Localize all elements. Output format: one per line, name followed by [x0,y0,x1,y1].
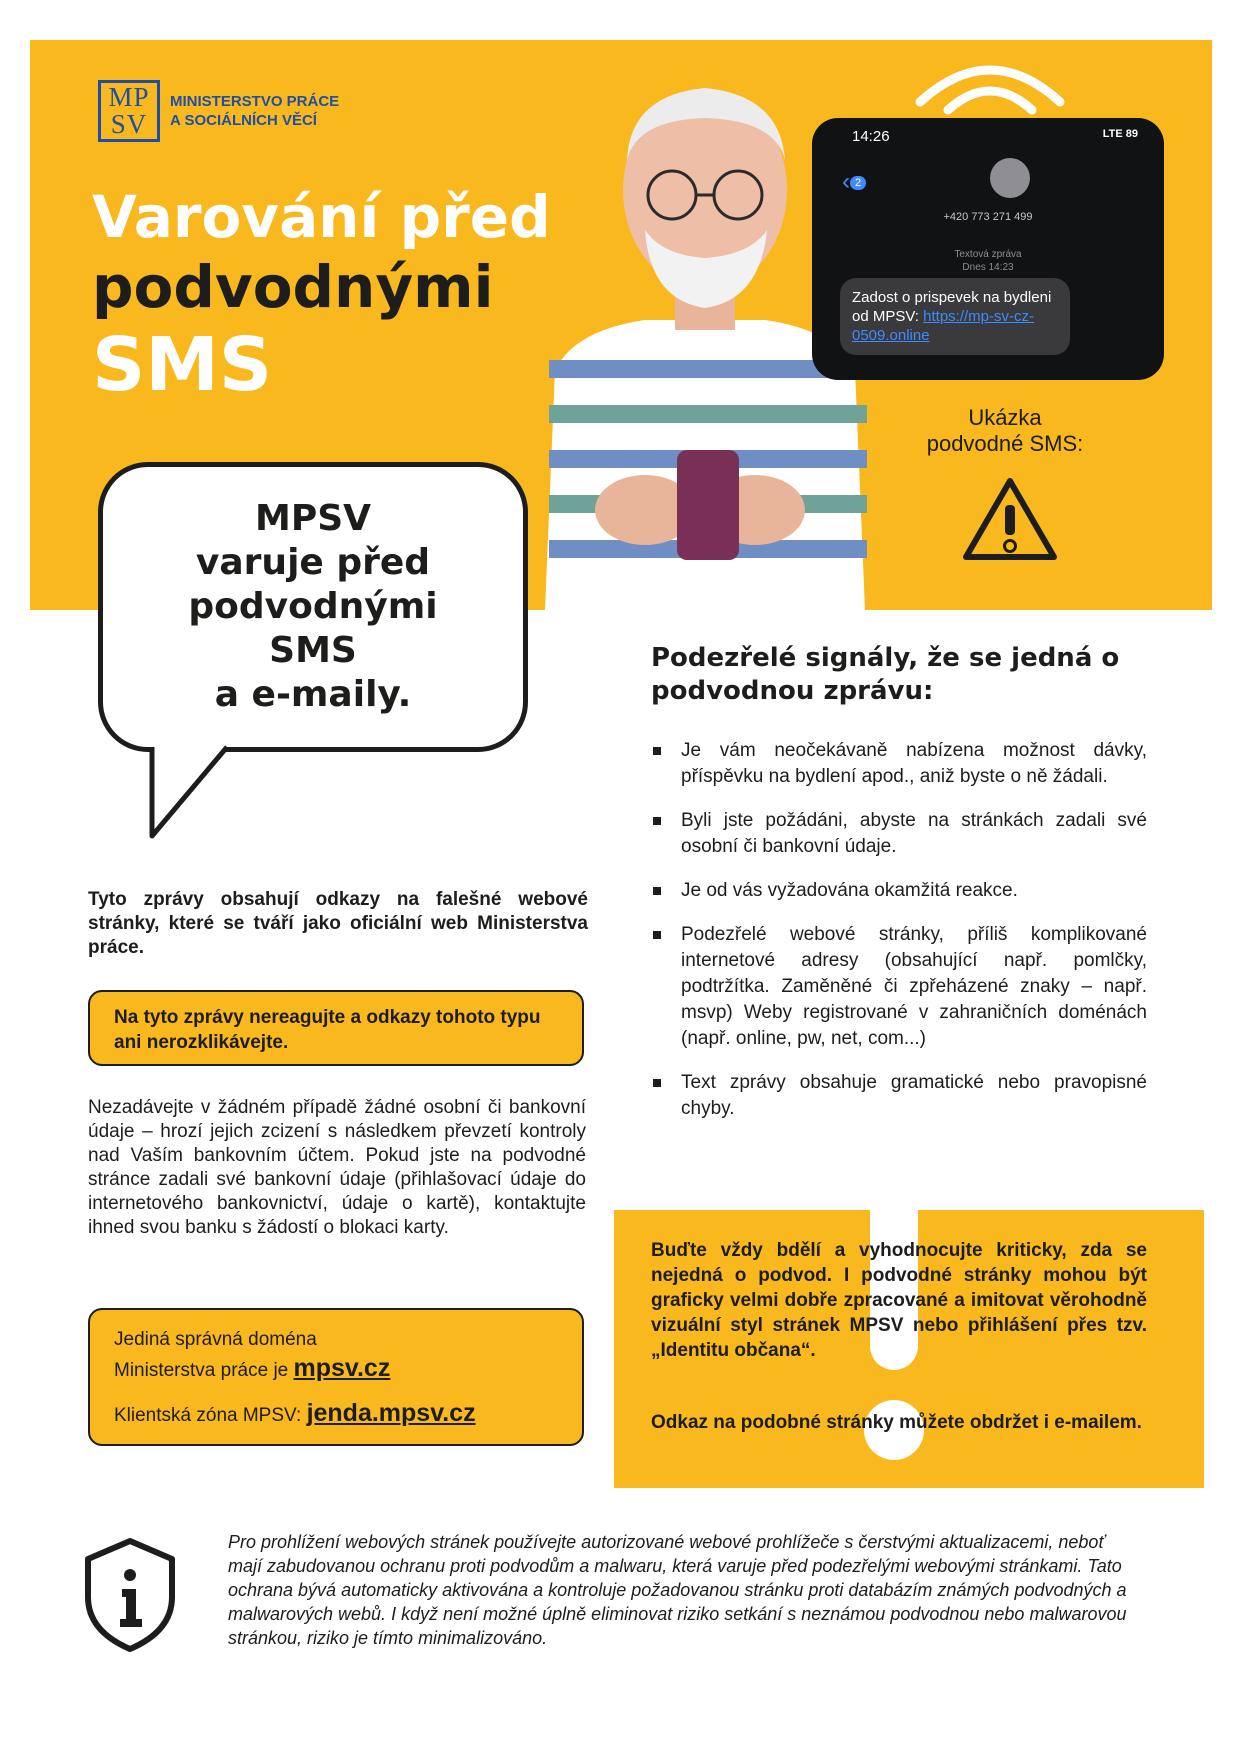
body-paragraph: Nezadávejte v žádném případě žádné osobní či bankovní údaje – hrozí jejich zcizení s následkem převzetí kontroly nad Vaším bankovním účtem. Pokud jste na podvodné stránce zadali své bankovní údaje (přihlašovací údaje do internetového bankovnictví, údaje o kartě), kontaktujte ihned svou banku s žádostí o blokaci karty. [88,1097,586,1238]
mpsv-logo-mark: MP SV [98,80,160,142]
phone-clock: 14:26 [852,128,890,145]
info-shield-icon [80,1535,180,1655]
sms-fraud-link: https://mp-sv-cz-0509.online [852,308,1034,344]
intro-paragraph: Tyto zprávy obsahují odkazy na falešné webové stránky, které se tváří jako oficiální web Ministerstva práce. [88,889,588,958]
official-domain-box [88,1308,584,1446]
sample-sms-label: Ukázka podvodné SMS: [926,405,1084,456]
caution-text: Buďte vždy bdělí a vyhodnocujte kriticky, zda se nejedná o podvod. I podvodné stránky mohou být graficky velmi dobře zpracované a imitovat věrohodně vizuální styl stránek MPSV nebo přihlášení přes tzv. „Identitu občana“. [651,1240,1147,1361]
phone-status-bar: LTE 89 [1102,128,1138,140]
back-badge: 2 [850,176,866,190]
list-item: Je od vás vyžadována okamžitá reakce. [651,878,1147,904]
domain-line-1: Jediná správná doména [114,1329,317,1350]
signals-list [651,738,1147,1140]
do-not-click-box: Na tyto zprávy nereagujte a odkazy tohoto typu ani nerozklikávejte. [88,990,584,1066]
message-meta: Textová zpráva Dnes 14:23 [954,249,1022,273]
list-item: Text zprávy obsahuje gramatické nebo pravopisné chyby. [651,1070,1147,1122]
mpsv-logo [98,80,339,142]
mpsv-logo-text: MINISTERSTVO PRÁCE A SOCIÁLNÍCH VĚCÍ [170,93,340,129]
sms-screenshot [812,118,1164,380]
official-domain-link[interactable]: mpsv.cz [293,1354,391,1382]
wifi-signal-icon [910,50,1070,120]
sms-message-bubble [840,278,1070,355]
list-item: Je vám neočekávaně nabízena možnost dávky, příspěvku na bydlení apod., aniž byste o ně žádali. [651,738,1147,790]
page-title [92,183,551,408]
client-zone-line: Klientská zóna MPSV: jenda.mpsv.cz [114,1399,476,1427]
speech-bubble-callout [98,462,528,752]
callout-line: podvodnými [188,586,438,627]
sender-number: +420 773 271 499 [943,211,1033,223]
title-line-2: podvodnými [92,253,494,321]
callout-line: varuje před [195,542,431,583]
title-line-1: Varování před [92,183,551,251]
warning-triangle-icon [960,475,1060,565]
footer-note: Pro prohlížení webových stránek používejte autorizované webové prohlížeče s čerstvými aktualizacemi, neboť mají zabudovanou ochranu proti podvodům a malwaru, která varuje před podezřelými webovými stránkami. Tato ochrana bývá automaticky aktivována a kontroluje požadovanou stránku proti databázím známých podvodných a malwarových webů. I když není možné úplně eliminovat riziko setkání s neznámou podvodnou nebo malwarovou stránkou, riziko je tímto minimalizováno. [228,1532,1127,1648]
sms-message-text: Zadost o prispevek na bydleni od MPSV: [852,289,1052,325]
callout-line: MPSV [255,498,371,539]
title-line-3: SMS [92,322,273,408]
callout-line: a e-maily. [214,674,412,715]
signals-heading: Podezřelé signály, že se jedná o podvodnou zprávu: [651,643,1120,706]
callout-line: SMS [269,630,357,671]
domain-line-2: Ministerstva práce je mpsv.cz [114,1354,391,1382]
speech-bubble-tail [147,741,237,841]
list-item: Podezřelé webové stránky, příliš komplikované internetové adresy (obsahující např. pomlčky, podtržítka. Zaměněné či zpřeházené znaky – např. msvp) Weby registrované v zahraničních doménách (např. online, pw, net, com...) [651,922,1147,1052]
list-item: Byli jste požádáni, abyste na stránkách zadali své osobní či bankovní údaje. [651,808,1147,860]
client-zone-link[interactable]: jenda.mpsv.cz [306,1399,476,1427]
email-warning-text: Odkaz na podobné stránky můžete obdržet i e-mailem. [651,1412,1142,1433]
back-chevron-icon: ‹ 2 [842,168,866,196]
contact-avatar-icon [990,158,1030,198]
